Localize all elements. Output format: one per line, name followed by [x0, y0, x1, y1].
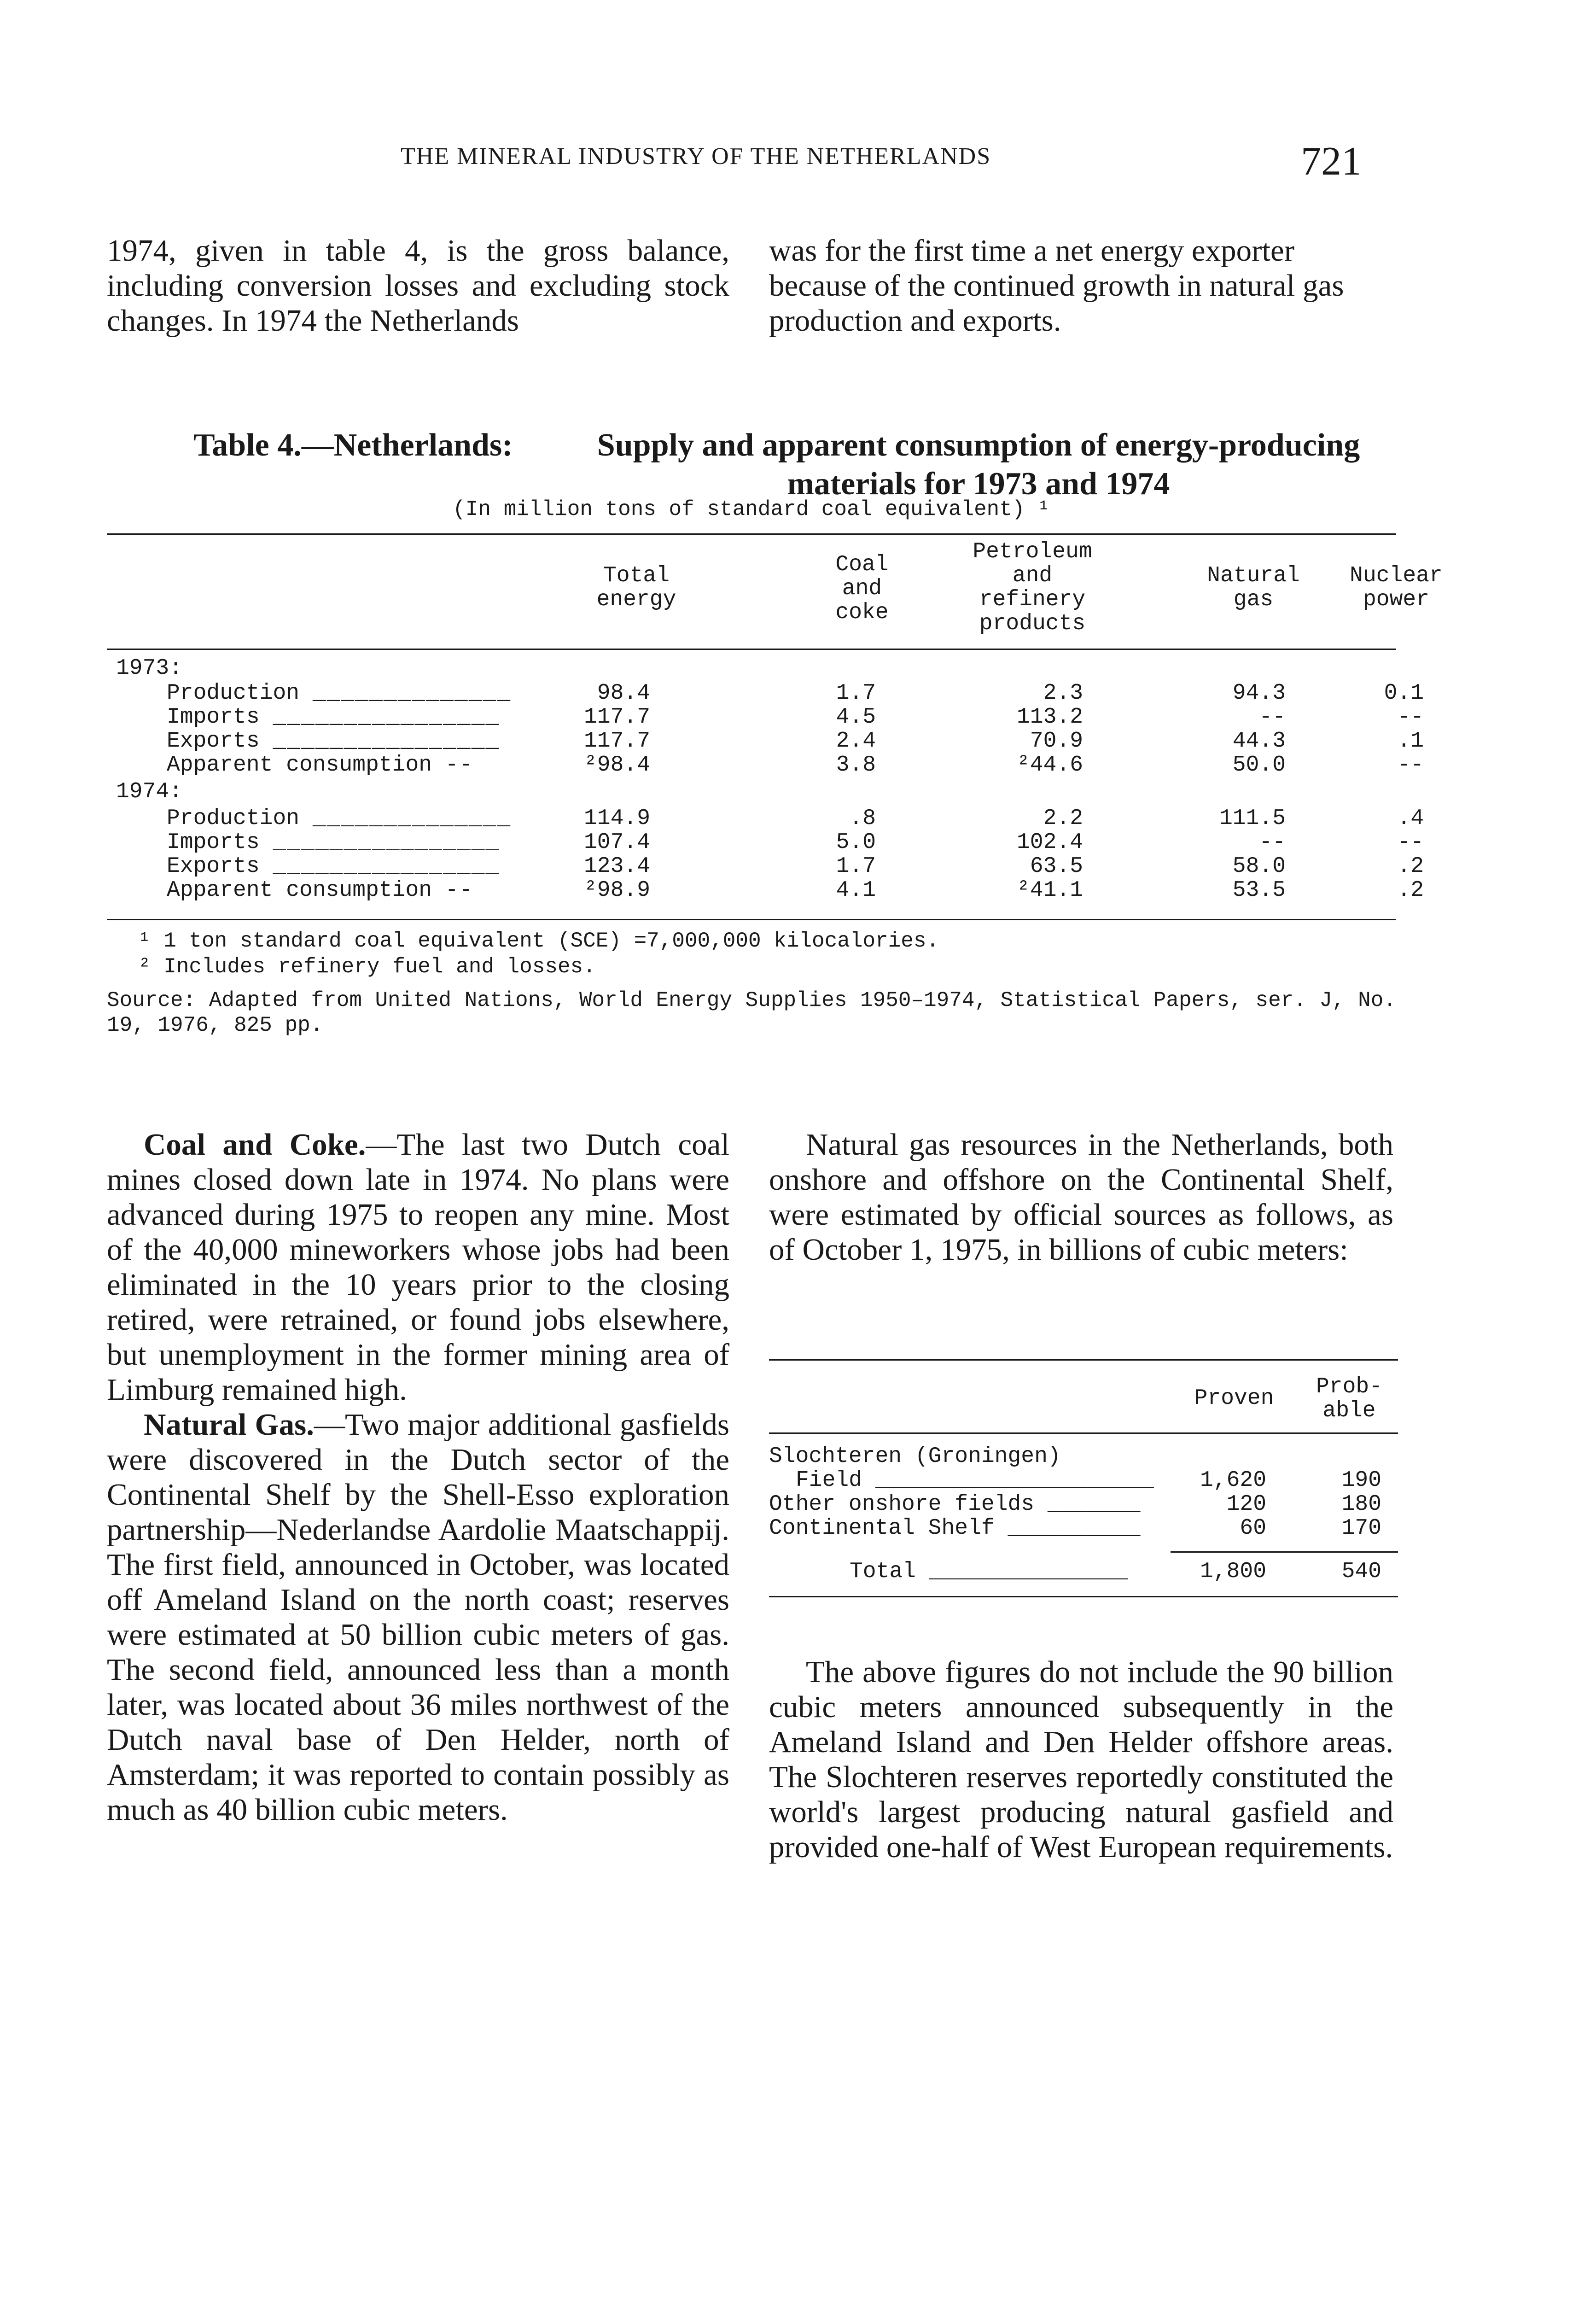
table-row-label [769, 1516, 1141, 1541]
table4-top-rule [107, 533, 1396, 535]
col-header-line: and [842, 576, 882, 601]
table-cell: 4.1 [836, 878, 876, 903]
table-cell: 1.7 [836, 681, 876, 706]
gas-intro-text: Natural gas resources in the Netherlands, both onshore and offshore on the Continental Shelf, were estimated by official sources as follows, as of October 1, 1975, in billions of cubic meters: [769, 1128, 1393, 1267]
gas-paragraph [107, 1407, 729, 1827]
table-cell: .4 [1397, 806, 1424, 831]
total-cell: 1,800 [1200, 1559, 1266, 1584]
intro-right-text: was for the first time a net energy exporter because of the continued growth in natural gas production and exports. [769, 234, 1344, 338]
intro-left-text: 1974, given in table 4, is the gross balance, including conversion losses and excluding stock changes. In 1974 the Netherlands [107, 234, 729, 338]
table-cell: .8 [849, 806, 876, 831]
dot-leader: _______________ [929, 1559, 1128, 1584]
table-cell: 58.0 [1232, 854, 1286, 879]
table-cell: -- [1259, 705, 1286, 730]
year-label-1974: 1974: [116, 779, 183, 804]
coal-paragraph [107, 1127, 729, 1407]
col-header-natural-gas [1180, 564, 1327, 612]
table-cell: 60 [1240, 1516, 1266, 1541]
dot-leader: _______ [1047, 1492, 1141, 1517]
dot-leader: -- [445, 878, 474, 903]
table-row-label [769, 1492, 1141, 1517]
col-header-petroleum [936, 540, 1129, 636]
gas-after-text: The above figures do not include the 90 billion cubic meters announced subsequently in the Ameland Island and Den Helder offshore areas. The Slochteren reserves reportedly constituted the world's largest producing natural gasfield and provided one-half of West European requirements. [769, 1655, 1393, 1864]
dot-leader: __________ [1008, 1516, 1141, 1541]
table-cell: ²98.4 [583, 753, 650, 777]
table-cell: 63.5 [1030, 854, 1083, 879]
table-cell: -- [1397, 705, 1424, 730]
col-header-nuclear-power [1327, 564, 1465, 612]
col-header-line: Prob- [1316, 1374, 1383, 1399]
table-row-label [167, 878, 474, 903]
gas-table-top-rule [769, 1359, 1398, 1361]
table-cell: 70.9 [1030, 729, 1083, 754]
table-cell: 94.3 [1232, 681, 1286, 706]
table-cell: 113.2 [1016, 705, 1083, 730]
gas-reserves-note [769, 1654, 1393, 1865]
table-row-label [167, 729, 500, 754]
table4-units: (In million tons of standard coal equivalent) ¹ [453, 497, 1050, 521]
row-label: Imports [167, 705, 260, 730]
row-label: Continental Shelf [769, 1516, 995, 1541]
table-cell: -- [1259, 830, 1286, 855]
coal-heading: Coal and Coke. [144, 1128, 366, 1162]
gas-table-header-rule [769, 1432, 1398, 1434]
table-cell: .2 [1397, 854, 1424, 879]
coal-text: —The last two Dutch coal mines closed down late in 1974. No plans were advanced during 1975 to reopen any mine. Most of the 40,000 mineworkers whose jobs had been eliminated in the 10 years prior to the closing retired, were retrained, or found jobs elsewhere, but unemployment in the former mining area of Limburg remained high. [107, 1128, 729, 1407]
table-cell: 50.0 [1232, 753, 1286, 777]
table-cell: 114.9 [583, 806, 650, 831]
gas-table-bottom-rule [769, 1596, 1398, 1597]
table-cell: 1,620 [1200, 1468, 1266, 1493]
table-cell: ²41.1 [1016, 878, 1083, 903]
gas-heading: Natural Gas. [144, 1408, 314, 1442]
gas-table-sum-rule [1171, 1551, 1398, 1553]
row-label: Apparent consumption [167, 878, 432, 903]
col-header-line: Coal [835, 552, 889, 577]
table-cell: 170 [1341, 1516, 1381, 1541]
gas-text: —Two major additional gasfields were discovered in the Dutch sector of the Continental Shelf by the Shell-Esso exploration partnership—Nederlandse Aardolie Maatschappij. The first field, announced in October, was located off Ameland Island on the north coast; reserves were estimated at 50 billion cubic meters of gas. The second field, announced less than a month later, was located about 36 miles northwest of the Dutch naval base of Den Helder, north of Amsterdam; it was reported to contain possibly as much as 40 billion cubic meters. [107, 1408, 729, 1827]
dot-leader: ______________ [312, 806, 512, 831]
table-cell: 117.7 [583, 729, 650, 754]
table-cell: .1 [1397, 729, 1424, 754]
table-row-label [167, 753, 474, 777]
table-cell: 1.7 [836, 854, 876, 879]
table4-title: Supply and apparent consumption of energy-producing materials for 1973 and 1974 [597, 427, 1360, 502]
table-cell: 0.1 [1384, 681, 1424, 706]
col-header-line: power [1363, 587, 1430, 612]
table-cell: 98.4 [597, 681, 650, 706]
table-cell: 2.3 [1043, 681, 1083, 706]
dot-leader: _____________________ [875, 1468, 1154, 1493]
row-label: Production [167, 681, 300, 706]
total-cell: 540 [1341, 1559, 1381, 1584]
col-header-line: and [1012, 563, 1053, 588]
row-label: Field [796, 1468, 862, 1493]
col-header-probable [1303, 1375, 1395, 1423]
col-header-line: Total [603, 563, 670, 588]
gas-resources-intro [769, 1127, 1393, 1267]
table-row-label [167, 854, 500, 879]
total-row-label [850, 1559, 1128, 1584]
table4-label: Table 4.—Netherlands: [193, 427, 513, 463]
table-row-label [167, 806, 511, 831]
table-cell: ²98.9 [583, 878, 650, 903]
table-row-label [167, 681, 511, 706]
table-row-label [167, 705, 500, 730]
table-cell: 44.3 [1232, 729, 1286, 754]
intro-paragraph-right [769, 233, 1393, 338]
footnote-1: ¹ 1 ton standard coal equivalent (SCE) =7,000,000 kilocalories. [138, 929, 939, 953]
dot-leader: ________________ [273, 830, 500, 855]
table-cell: 123.4 [583, 854, 650, 879]
table-cell: 107.4 [583, 830, 650, 855]
table-cell: -- [1397, 830, 1424, 855]
group-label: Slochteren (Groningen) [769, 1444, 1061, 1469]
table-cell: ²44.6 [1016, 753, 1083, 777]
table-cell: 4.5 [836, 705, 876, 730]
col-header-proven: Proven [1194, 1386, 1274, 1411]
intro-paragraph-left [107, 233, 729, 338]
row-label: Total [850, 1559, 916, 1584]
dot-leader: ________________ [273, 854, 500, 879]
table-cell: 53.5 [1232, 878, 1286, 903]
row-label: Exports [167, 854, 260, 879]
col-header-line: Petroleum [973, 539, 1092, 564]
table-cell: 117.7 [583, 705, 650, 730]
row-label: Imports [167, 830, 260, 855]
row-label: Production [167, 806, 300, 831]
table4-bottom-rule [107, 919, 1396, 920]
table4-source: Source: Adapted from United Nations, World Energy Supplies 1950–1974, Statistical Papers, ser. J, No. 19, 1976, 825 pp. [107, 988, 1396, 1037]
table-cell: 2.4 [836, 729, 876, 754]
row-label: Other onshore fields [769, 1492, 1035, 1517]
dot-leader: -- [445, 753, 474, 777]
running-header: THE MINERAL INDUSTRY OF THE NETHERLANDS [401, 143, 991, 170]
table-cell: 190 [1341, 1468, 1381, 1493]
table-cell: -- [1397, 753, 1424, 777]
col-header-total-energy [553, 564, 719, 612]
table-cell: .2 [1397, 878, 1424, 903]
table-row-label [796, 1468, 1154, 1493]
row-label: Exports [167, 729, 260, 754]
table4-header-rule [107, 649, 1396, 650]
table-cell: 120 [1226, 1492, 1266, 1517]
dot-leader: ______________ [312, 681, 512, 706]
row-label: Apparent consumption [167, 753, 432, 777]
footnote-2: ² Includes refinery fuel and losses. [138, 955, 596, 979]
table-row-label [167, 830, 500, 855]
left-body-column [107, 1127, 729, 1827]
table-cell: 3.8 [836, 753, 876, 777]
table-cell: 2.2 [1043, 806, 1083, 831]
col-header-line: products [979, 611, 1086, 636]
dot-leader: ________________ [273, 729, 500, 754]
col-header-line: energy [596, 587, 676, 612]
table-cell: 5.0 [836, 830, 876, 855]
table-cell: 180 [1341, 1492, 1381, 1517]
col-header-coal-coke [811, 553, 913, 625]
table-cell: 102.4 [1016, 830, 1083, 855]
page-number: 721 [1301, 139, 1362, 184]
col-header-line: able [1322, 1398, 1376, 1423]
col-header-line: refinery [979, 587, 1086, 612]
year-label-1973: 1973: [116, 656, 183, 681]
dot-leader: ________________ [273, 705, 500, 730]
col-header-line: coke [835, 600, 889, 625]
table-cell: 111.5 [1219, 806, 1286, 831]
col-header-line: Natural [1207, 563, 1300, 588]
col-header-line: gas [1233, 587, 1274, 612]
col-header-line: Nuclear [1350, 563, 1443, 588]
table4-footnotes [138, 928, 1427, 980]
